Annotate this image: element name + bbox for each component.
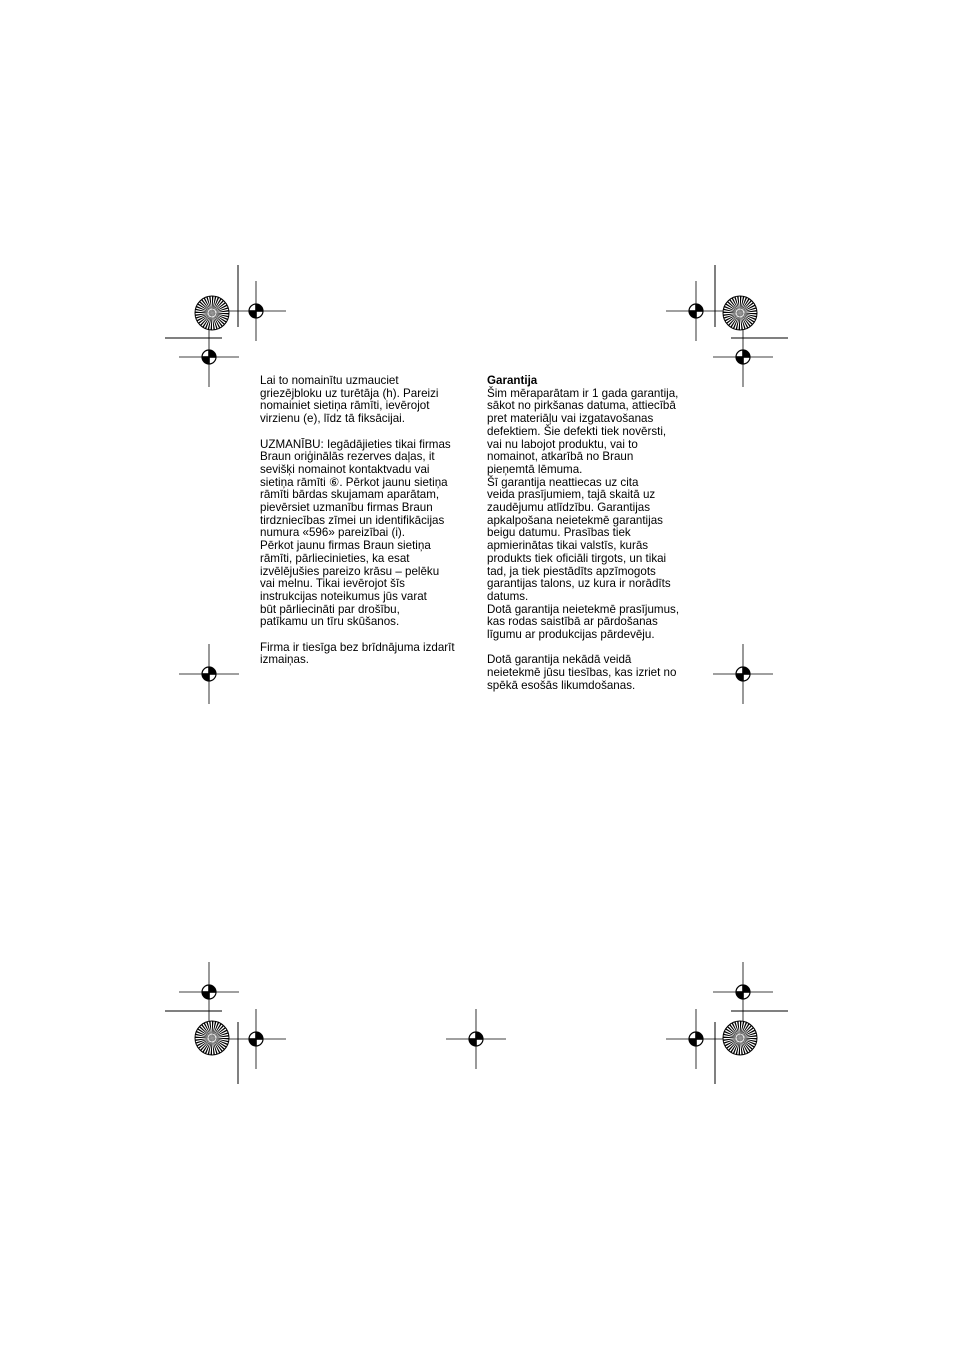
registration-target-icon xyxy=(713,644,773,704)
right-column xyxy=(487,375,702,693)
text-line: Pērkot jaunu firmas Braun sietiņa xyxy=(260,539,431,553)
starburst-target-icon xyxy=(195,1021,229,1055)
text-line: būt pārliecināti par drošību, xyxy=(260,602,400,616)
text-line: instrukcijas noteikumus jūs varat xyxy=(260,589,427,603)
starburst-target-icon xyxy=(723,1021,757,1055)
text-line: nomainiet sietiņa rāmīti, ievērojot xyxy=(260,399,430,413)
starburst-target-icon xyxy=(723,296,757,330)
text-line: sietiņa rāmīti ⑥. Pērkot jaunu sietiņa xyxy=(260,475,448,489)
text-line: sevišķi nomainot kontaktvadu vai xyxy=(260,462,430,476)
text-line: defektiem. Šie defekti tiek novērsti, xyxy=(487,424,667,438)
text-line: izvēlējušies pareizo krāsu – pelēku xyxy=(260,564,440,578)
text-line: pieņemtā lēmuma. xyxy=(487,462,583,476)
text-line: Šim mēraparātam ir 1 gada garantija, xyxy=(487,386,679,400)
text-line: Lai to nomainītu uzmauciet xyxy=(260,374,399,387)
text-line: tad, ja tiek piestādīts apzīmogots xyxy=(487,564,656,578)
registration-target-icon xyxy=(179,327,239,387)
text-line: griezējbloku uz turētāja (h). Pareizi xyxy=(260,386,439,400)
text-line: produkts tiek oficiāli tirgots, un tikai xyxy=(487,551,667,565)
text-line: Braun oriģinālās rezerves daļas, it xyxy=(260,450,435,464)
text-line: pievērsiet uzmanību firmas Braun xyxy=(260,501,433,515)
registration-target-icon xyxy=(713,962,773,1022)
registration-target-icon xyxy=(226,1009,286,1069)
registration-target-icon xyxy=(713,327,773,387)
text-line: izmaiņas. xyxy=(260,653,309,667)
text-line: līgumu ar produkcijas pārdevēju. xyxy=(487,628,655,642)
text-line: Dotā garantija nekādā veidā xyxy=(487,653,632,667)
text-line: rāmīti bārdas skujamam aparātam, xyxy=(260,488,440,502)
text-line: kas rodas saistībā ar pārdošanas xyxy=(487,615,658,629)
text-line: spēkā esošās likumdošanas. xyxy=(487,678,636,692)
registration-target-icon xyxy=(179,962,239,1022)
left-column xyxy=(260,375,475,667)
text-line: neietekmē jūsu tiesības, kas izriet no xyxy=(487,666,677,680)
section-heading: Garantija xyxy=(487,374,538,387)
registration-target-icon xyxy=(226,281,286,341)
text-line: vai nu labojot produktu, vai to xyxy=(487,437,638,451)
text-line: tirdzniecības zīmei un identifikācijas xyxy=(260,513,445,527)
registration-target-icon xyxy=(666,281,726,341)
text-line: virzienu (e), līdz tā fiksācijai. xyxy=(260,412,405,426)
text-line: veida prasījumiem, tajā skaitā uz xyxy=(487,488,656,502)
text-line: Dotā garantija neietekmē prasījumus, xyxy=(487,602,680,616)
text-line: nomainot, atkarībā no Braun xyxy=(487,450,634,464)
text-line: rāmīti, pārliecinieties, ka esat xyxy=(260,551,410,565)
registration-target-icon xyxy=(666,1009,726,1069)
text-line: apmierinātas tikai valstīs, kurās xyxy=(487,539,649,553)
starburst-target-icon xyxy=(195,296,229,330)
text-line: datums. xyxy=(487,589,529,603)
text-line: Firma ir tiesīga bez brīdnājuma izdarīt xyxy=(260,640,455,654)
text-line: sākot no pirkšanas datuma, attiecībā xyxy=(487,399,676,413)
text-line: patīkamu un tīru skūšanos. xyxy=(260,615,400,629)
text-line: apkalpošana neietekmē garantijas xyxy=(487,513,663,527)
text-line: beigu datumu. Prasības tiek xyxy=(487,526,631,540)
text-line: garantijas talons, uz kura ir norādīts xyxy=(487,577,671,591)
text-line: numura «596» pareizībai (i). xyxy=(260,526,406,540)
registration-target-icon xyxy=(179,644,239,704)
text-line: UZMANĪBU: Iegādājieties tikai firmas xyxy=(260,437,451,451)
text-line: pret materiāļu vai izgatavošanas xyxy=(487,412,654,426)
text-line: Šī garantija neattiecas uz cita xyxy=(487,475,639,489)
text-line: vai melnu. Tikai ievērojot šīs xyxy=(260,577,405,591)
text-line: zaudējumu atlīdzību. Garantijas xyxy=(487,501,651,515)
registration-target-icon xyxy=(446,1009,506,1069)
